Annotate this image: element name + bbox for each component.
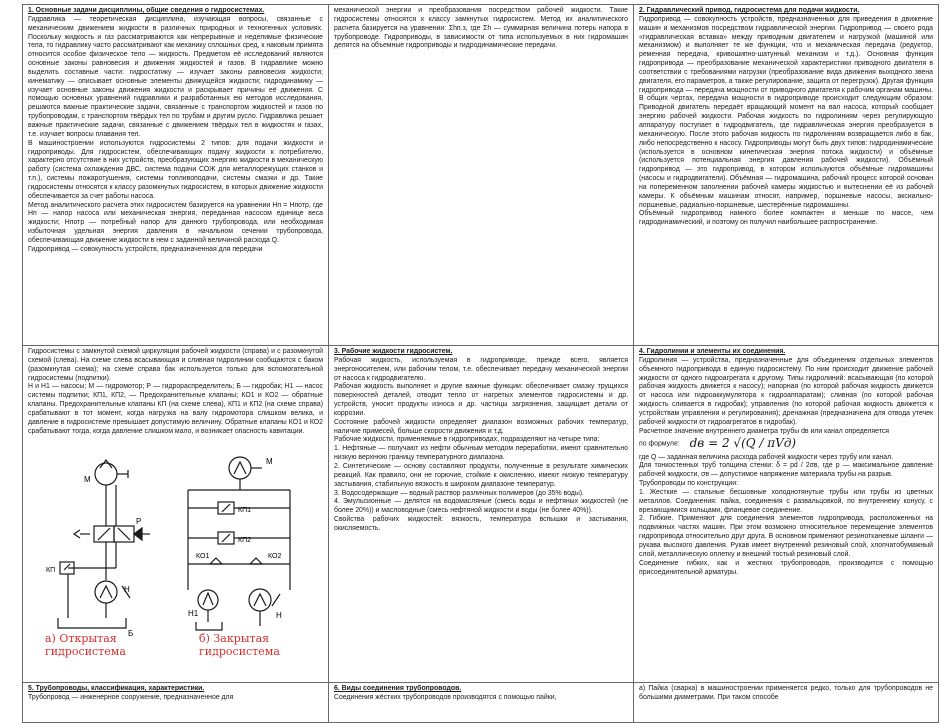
cell-topic-6-continued [634,683,939,723]
pump-symbol-left [95,581,117,603]
diagram-description: Гидросистемы с замкнутой схемой циркуляции рабочей жидкости (справа) и с разомкнутой схемой (слева). На схеме слева всасывающая и сливная гидролинии сообщаются с баком (разомкнутая схема); на схеме справа бак используется только для вспомогательной гидросистемы (подпитки). [28,348,323,382]
topic-4-paragraph: Соединение гибких, как и жестких трубопроводов, производится с помощью присоединительной арматуры. [639,559,933,576]
topic-1-continued-paragraph: механической энергии и преобразования посредством рабочей жидкости. Такие гидросистемы относятся к классу замкнутых гидросистем. Метод их аналитического расчета базируется на уравнении: Σhп.з, где Σh — суммарная величина потерь напора в трубопроводе. Гидроприводы, в зависимости от типа используемых в них гидромашин делятся на объемные гидроприводы и гидродинамические передачи. [334,7,628,50]
label-ko2: КО2 [268,553,282,561]
label-ko1: КО1 [196,553,210,561]
topic-3-paragraph: Рабочая жидкость выполняет и другие важные функции: обеспечивает смазку трущихся поверхностей деталей, отводит тепло от нагретых элементов гидросистемы и др. устройств, уносит продукты износа и др. частицы загрязнения, защищает детали от коррозии. [334,383,628,417]
topic-3-paragraph: 2. Синтетические — основу составляют продукты, полученные в результате химических реакций. Как правило, они не горючие, стойкие к окислению, имеют низкую температуру застывания, стабильную вязкость в широком диапазоне температур. [334,462,628,488]
topic-4-paragraph: Гидролиния — устройства, предназначенные для объединения отдельных элементов объемного гидропривода в единую гидросистему. По ним происходит движение рабочей жидкости от одного гидроагрегата к другому. Типы гидролиний: всасывающая (по которой рабочая жидкость движется к насосу); напорная (по которой рабочая жидкость движется от насоса или гидроаккумулятора к гидроаппаратам); сливная (по которой рабочая жидкость сливается в гидробак); управления (по которой рабочая жидкость движется к устройствам управления и регулирования); дренажная (предназначена для отвода утечек рабочей жидкости от гидроагрегатов в гидробак). [639,356,933,426]
tank-left [58,618,126,628]
pump-symbol-n [249,589,271,611]
motor-symbol-left [95,463,117,485]
topic-1-paragraph: В машиностроении используются гидросистемы 2 типов: для подачи жидкости и гидроприводы. Для гидросистем, обеспечивающих подачу жидкости к потребителю, характерно отсутствие в них устройств, преобразующих энергию жидкости в механическую работу (система охлаждения ДВС, система подачи СОЖ для металлорежущих станков и т.п.), системы пожаротушения, системы топливоподачи, системы смазки и др. Такие гидросистемы относятся к классу разомкнутых гидросистем, в которых движение жидкости обеспечивается за счет работы насоса. [28,139,323,200]
caption-closed-line1-text: б) Закрытая [199,632,270,645]
label-relief-valve-left: КП [46,567,56,575]
topic-3-heading: 3. Рабочие жидкости гидросистем. [334,348,453,355]
topic-4-paragraph: 1. Жесткие — стальные бесшовные холоднотянутые трубы или трубы из цветных металлов. Соединения: пайка, соединения с развальцовкой, по внутреннему конусу, с врезающимися кольцами, фланцевое соединение. [639,488,933,514]
cell-topic-3 [329,346,634,683]
cell-topic-2 [634,5,939,346]
topic-6-heading: 6. Виды соединения трубопроводов. [334,685,462,692]
topic-1-paragraph: Гидравлика — теоретическая дисциплина, изучающая вопросы, связанные с механическим движением жидкости в различных природных и техногенных условиях. Поскольку жидкость и газ рассматриваются как непрерывные и неделимые физические тела, то гидравлику часто рассматривают как механику сплошных сред, к наковым примята относится особое физическое тело — жидкость. Предметом её исследований являются основные законы равновесия и движения жидкостей и газов. В гидравлике можно выделить составные части: гидростатику — изучает законы равновесия жидкости; кинематику — описывает основные элементы движущейся жидкости; гидродинамику — изучает основные законы движения жидкости и раскрывает причины её движения. С помощью основных уравнений гидравлики и разработанных ею методов исследования, решаются важные практические задачи, связанные с транспортом жидкостей и газов по трубопроводам, с транспортом твёрдых тел по трубам и другим русло. Гидравлика решает важные практические задачи, связанные с движением твёрдых тел в жидкостях и газах, т.е. изучает вопросы плавания тел. [28,15,323,138]
topic-6-continued-paragraph: а) Пайка (сварка) в машиностроении применяется редко, только для трубопроводов не большими диаметрами. При таком способе [639,685,933,701]
caption-closed-line2-text: гидросистема [199,645,280,658]
topic-4-paragraph: 2. Гибкие. Применяют для соединения элементов гидропривода, расположенных на подвижных частях машин. При этом возможно относительное перемещение элементов гидропривода относительно друг друга. В основном применяют резинотканевые шланги — рукава высокого давления. Рукав имеет внутренний резиновый слой, хлопчатобумажный слой, металлическую оплетку и внешний тостый резиновый слой. [639,515,933,558]
motor-symbol-right [229,457,251,479]
caption-open-line2-text: гидросистема [45,645,126,658]
label-motor-right: М [266,457,273,467]
cell-topic-1 [23,5,329,346]
topic-3-paragraph: Рабочие жидкости, применяемые в гидроприводах, подразделяют на четыре типа: [334,436,600,444]
diagram-legend: Н и Н1 — насосы; М — гидромотор; Р — гидрораспределитель; Б — гидробак; Н1 — насос системы подпитки; КП1, КП2, — Предохранительные клапаны; КО1 и КО2 — обратные клапаны. Предохранительные клапаны КП (на схеме слева), КП1 и КП2 (на схеме справа) срабатывают в тот момент, когда нагрузка на валу гидромотора слишком велика, и давление в гидросистеме превышает допустимую величину. Обратные клапаны КО1 и КО2 срабатывают тогда, когда давление слишком мало, и возникает опасность кавитации. [28,383,323,435]
cell-topic-5 [23,683,329,723]
topic-6-paragraph: Соединения жёстких трубопроводов производятся с помощью пайки, [334,693,557,701]
label-tank-left: Б [128,629,134,639]
topic-5-heading: 5. Трубопроводы, классификация, характеристики. [28,685,205,692]
label-pump-left: Н [124,585,130,595]
cell-topic-2-diagram [23,346,329,683]
topic-1-paragraph: Гидропривод — совокупность устройств, предназначенная для передачи [28,245,263,253]
topic-3-paragraph: 1. Нефтяные — получают из нефти обычным методом переработки, имеют сравнительно низкую верхнюю границу температурного диапазона. [334,445,628,462]
label-motor-left: М [84,475,91,485]
topic-1-heading: 1. Основные задачи дисциплины, общие сведения о гидросистемах. [28,7,265,14]
formula-prefix: по формуле: [639,440,680,448]
hydraulic-schematic [28,440,318,645]
topic-2-heading: 2. Гидравлический привод, гидросистема для подачи жидкости. [639,7,860,14]
cell-topic-6 [329,683,634,723]
topic-4-heading: 4. Гидролинии и элементы их соединения. [639,348,786,355]
check-valve-ko1 [210,558,222,564]
topic-2-paragraph: Объёмный гидропривод намного более компактен и меньше по массе, чем гидродинамический, и поэтому он получил наибольшее распространение. [639,210,933,227]
caption-open-system [45,632,126,658]
topic-4-paragraph: Расчетное значение внутреннего диаметра трубы dв или канал определяется [639,427,889,435]
label-distributor: Р [136,517,142,527]
topic-4-paragraph: где Q — заданная величина расхода рабочей жидкости через трубу или канал. [639,453,894,461]
label-kp2: КП2 [238,537,252,545]
cell-topic-4 [634,346,939,683]
topic-3-paragraph: Рабочая жидкость, используемая в гидроприводе, прежде всего, является энергоносителем, или рабочим телом, т.е. обеспечивает передачу механической энергии от насоса к гидродвигателю. [334,356,628,382]
diameter-formula: dв = 2 √(Q / πVд) [689,436,797,451]
label-pump-n1: Н1 [188,609,199,619]
topic-2-paragraph: Гидропривод — совокупность устройств, предназначенных для приведения в движение машин и механизмов посредством гидравлической энергии. Гидропривод — своего рода «гидравлическая вставка» между приводным двигателем и нагрузкой (машиной или механизмом) и выполняет те же функции, что и механическая передача (редуктор, ременная передача, кривошипно-шатунный механизм и т.д.). Основная функция гидропривода — преобразование механической характеристики приводного двигателя в соответствии с требованиями нагрузки (преобразование вида движения выходного звена двигателя, его параметров, а также регулирование, защита от перегрузок). Другая функция гидропривода — передача мощности от приводного двигателя к рабочим органам машины. В общих чертах, передача мощности в гидроприводе происходит следующим образом: Приводной двигатель передаёт вращающий момент на вал насоса, который сообщает энергию рабочей жидкости. Рабочая жидкость по гидролиниям через регулирующую аппаратуру поступает в гидродвигатель, где гидравлическая энергия преобразуется в механическую. После этого рабочая жидкость по гидролиниям возвращается либо в бак, либо непосредственно к насосу. Гидроприводы могут быть двух типов: гидродинамические (используется в основном кинетическая энергия потока жидкости) и объёмные (используется потенциальная энергия давления рабочей жидкости). Объёмный гидропривод — это гидропривод, в котором используются объёмные гидромашины (насосы и гидродвигатели). Объёмная — гидромашина, рабочий процесс которой основан на попеременном заполнении рабочей камеры жидкостью и вытеснении её из рабочей камеры. К объёмным машинам относят, например, поршневые насосы, аксиально-поршневые, радиально-поршневые, шестерённые гидромашины. [639,15,933,209]
topic-3-paragraph: 3. Водосодержащие — водный раствор различных полимеров (до 35% воды). [334,489,584,497]
caption-open-line1-text: а) Открытая [45,632,117,645]
diameter-formula-line [639,436,933,451]
check-valve-ko2 [250,558,262,564]
notes-table [22,4,939,723]
topic-5-paragraph: Трубопровод — инженерное сооружение, предназначенное для [28,693,234,701]
topic-3-paragraph: Свойства рабочих жидкостей: вязкость, температура вспышки и застывания, окисляемость. [334,516,628,532]
label-kp1: КП1 [238,507,252,515]
topic-1-paragraph: Метод аналитического расчета этих гидросистем базируется на уравнении Нп = Нпотр, где Нп — напор насоса или механическая энергия, переданная насосом единице веса жидкости; Нпотр — потребный напор для данного трубопровода, или необходимая избыточная удельная энергия давления в начальном сечении трубопровода, обеспечивающая движение жидкости в нем с заданной величиной расхода Q. [28,201,323,244]
topic-3-paragraph: 4. Эмульсионные — делятся на водомасляные (смесь воды и нефтяных жидкостей (не более 20%)) и масловодные (смесь нефтяной жидкости и воды (не более 40%)). [334,498,628,515]
topic-4-paragraph: Трубопроводы по конструкции: [639,480,739,488]
tank-right [196,622,222,630]
topic-3-paragraph: Состояние рабочей жидкости определяет диапазон возможных рабочих температур, наличие примесей, больше скорости движения и т.д. [334,418,628,435]
label-pump-n-right: Н [276,611,282,621]
topic-4-paragraph: Для тонкостенных труб толщина стенки: δ = pd / 2σв, где p — максимальное давление рабочей жидкости, σв — допустимое напряжение материала трубы на разрыв. [639,462,933,479]
caption-closed-system [199,632,280,658]
cell-topic-1-continued [329,5,634,346]
